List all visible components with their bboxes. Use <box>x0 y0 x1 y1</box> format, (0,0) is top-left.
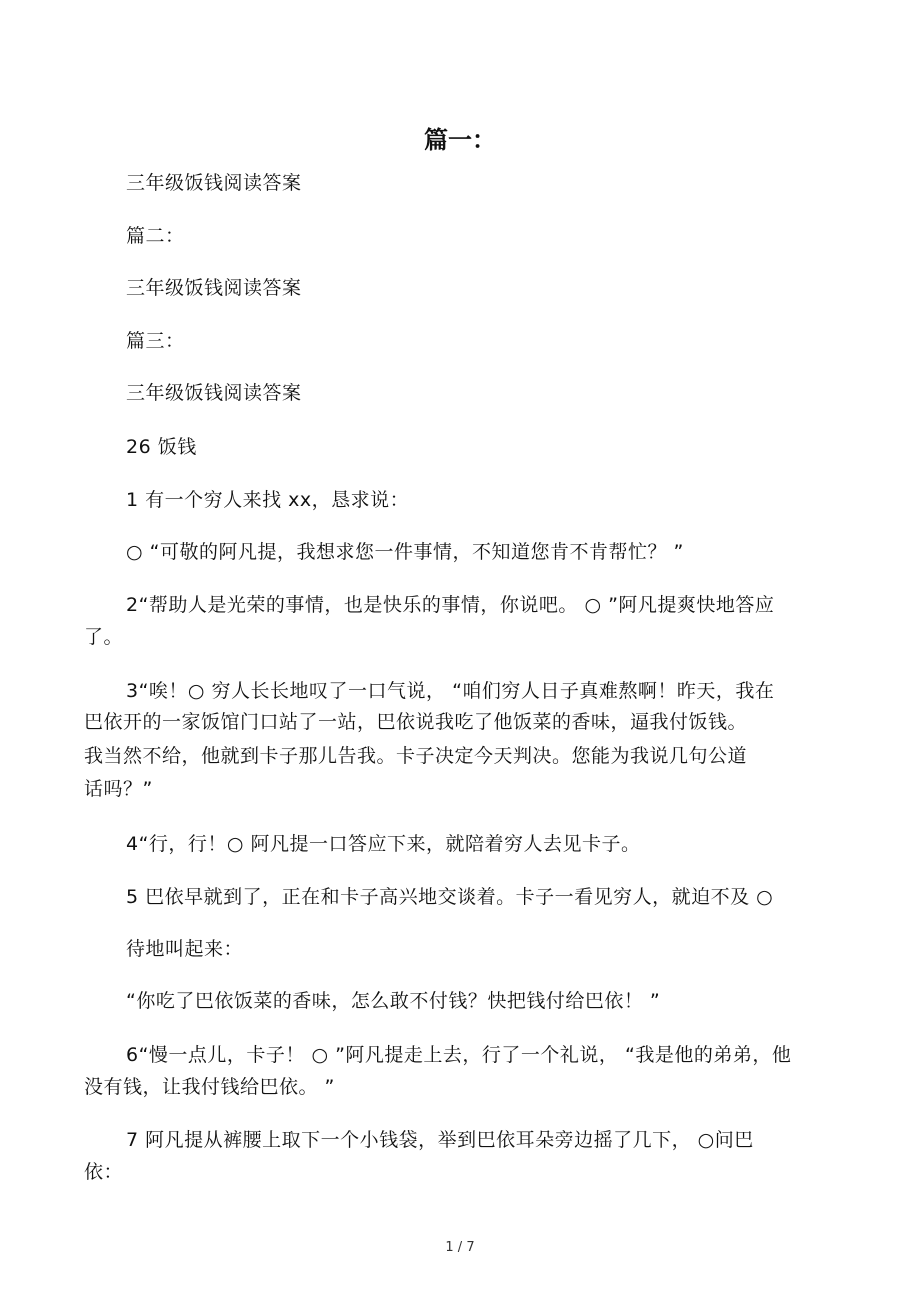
text-line: ○ “可敬的阿凡提，我想求您一件事情，不知道您肯不肯帮忙？ ” <box>126 541 684 563</box>
text-line: 巴依开的一家饭馆门口站了一站，巴依说我吃了他饭菜的香味，逼我付饭钱。 <box>84 711 748 733</box>
text-line: 三年级饭钱阅读答案 <box>126 172 302 194</box>
text-line: 了。 <box>84 626 124 648</box>
text-line: 3“唉！○ 穷人长长地叹了一口气说， “咱们穷人日子真难熬啊！昨天，我在 <box>126 680 775 702</box>
text-line: 4“行，行！○ 阿凡提一口答应下来，就陪着穷人去见卡子。 <box>126 833 641 855</box>
text-line: 三年级饭钱阅读答案 <box>126 382 302 404</box>
text-line: 三年级饭钱阅读答案 <box>126 277 302 299</box>
text-line: 话吗？” <box>84 778 153 800</box>
text-line: 我当然不给，他就到卡子那儿告我。卡子决定今天判决。您能为我说几句公道 <box>84 745 748 767</box>
text-line: 篇三： <box>126 330 185 352</box>
text-line: 篇二： <box>126 225 185 247</box>
text-line: 待地叫起来： <box>126 938 244 960</box>
text-line: 6“慢一点儿，卡子！ ○ ”阿凡提走上去，行了一个礼说， “我是他的弟弟，他 <box>126 1044 792 1066</box>
text-line: 7 阿凡提从裤腰上取下一个小钱袋，举到巴依耳朵旁边摇了几下， ○问巴 <box>126 1129 754 1151</box>
text-line: 5 巴依早就到了，正在和卡子高兴地交谈着。卡子一看见穷人，就迫不及 ○ <box>126 886 774 908</box>
page-indicator: 1 / 7 <box>445 1240 475 1255</box>
page-title: 篇一： <box>424 126 496 154</box>
text-line: 依： <box>84 1161 124 1183</box>
text-line: 1 有一个穷人来找 xx，恳求说： <box>126 489 410 511</box>
text-line: 2“帮助人是光荣的事情，也是快乐的事情，你说吧。 ○ ”阿凡提爽快地答应 <box>126 594 775 616</box>
text-line: “你吃了巴依饭菜的香味，怎么敢不付钱？快把钱付给巴依！ ” <box>126 990 661 1012</box>
text-line: 没有钱，让我付钱给巴依。 ” <box>84 1076 335 1098</box>
text-line: 26 饭钱 <box>126 436 197 458</box>
